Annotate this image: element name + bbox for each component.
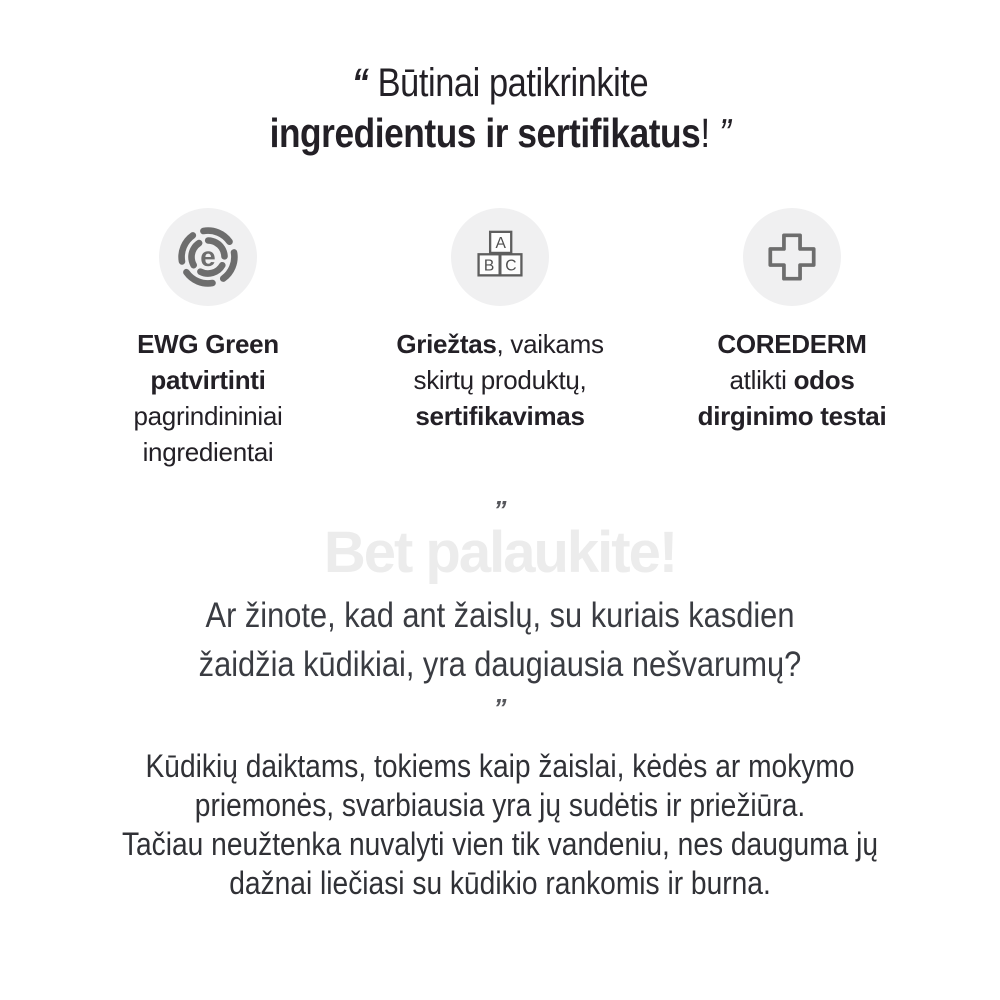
header-line2 xyxy=(70,108,930,158)
icon-circle xyxy=(743,208,841,306)
feature-ewg xyxy=(62,208,354,470)
feature-label-ewg xyxy=(62,326,354,470)
question-text xyxy=(60,591,940,689)
label-line xyxy=(646,362,938,398)
body-paragraph xyxy=(60,747,940,903)
header-line1 xyxy=(70,58,930,108)
close-quote-mark: ” xyxy=(719,110,731,156)
label-rest: , vaikams xyxy=(496,329,604,359)
label-bold: odos xyxy=(793,365,855,395)
label-line: dirginimo testai xyxy=(697,401,887,431)
icon-circle xyxy=(451,208,549,306)
label-rest: atlikti xyxy=(729,365,794,395)
question-line1: Ar žinote, kad ant žaislų, su kuriais kasdien xyxy=(205,596,795,635)
medical-cross-icon xyxy=(761,226,823,288)
label-line: COREDERM xyxy=(717,329,867,359)
feature-label-corederm xyxy=(646,326,938,434)
mid-close-quote-mark: ” xyxy=(493,693,507,723)
feature-certification xyxy=(354,208,646,470)
interlude-section xyxy=(0,497,1000,721)
paragraph-line4: dažnai liečiasi su kūdikio rankomis ir burna. xyxy=(229,865,771,901)
big-callout-text: Bet palaukite! xyxy=(323,520,677,585)
label-bold: Griežtas xyxy=(396,329,497,359)
label-line: pagrindininiai xyxy=(133,401,283,431)
header-line2-bold: ingredientus ir sertifikatus xyxy=(269,110,701,156)
icon-circle xyxy=(159,208,257,306)
label-line: patvirtinti xyxy=(150,365,266,395)
ewg-seal-icon xyxy=(175,224,241,290)
paragraph-line3: Tačiau neužtenka nuvalyti vien tik vandeniu, nes dauguma jų xyxy=(121,826,879,862)
block-letter-a: A xyxy=(495,235,506,253)
paragraph-line2: priemonės, svarbiausia yra jų sudėtis ir priežiūra. xyxy=(194,787,806,823)
question-line2: žaidžia kūdikiai, yra daugiausia nešvarumų? xyxy=(198,645,802,684)
open-quote-mark: “ xyxy=(351,61,369,105)
label-line: sertifikavimas xyxy=(415,401,585,431)
paragraph-line1: Kūdikių daiktams, tokiems kaip žaislai, kėdės ar mokymo xyxy=(145,748,855,784)
abc-blocks-icon xyxy=(466,223,534,291)
feature-label-certification xyxy=(354,326,646,434)
block-letter-c: C xyxy=(505,257,517,275)
label-line: EWG Green xyxy=(137,329,279,359)
label-line: skirtų produktų, xyxy=(413,365,587,395)
label-line xyxy=(354,326,646,362)
mid-open-quote-mark: ” xyxy=(493,495,507,525)
header-line2-tail: ! xyxy=(700,110,710,156)
feature-corederm xyxy=(646,208,938,470)
block-letter-b: B xyxy=(483,257,495,275)
header-line1-text: Būtinai patikrinkite xyxy=(377,61,649,105)
header-quote xyxy=(70,0,930,158)
feature-row xyxy=(0,208,1000,470)
label-line: ingredientai xyxy=(142,437,274,467)
ewg-letter-e: e xyxy=(200,241,216,273)
